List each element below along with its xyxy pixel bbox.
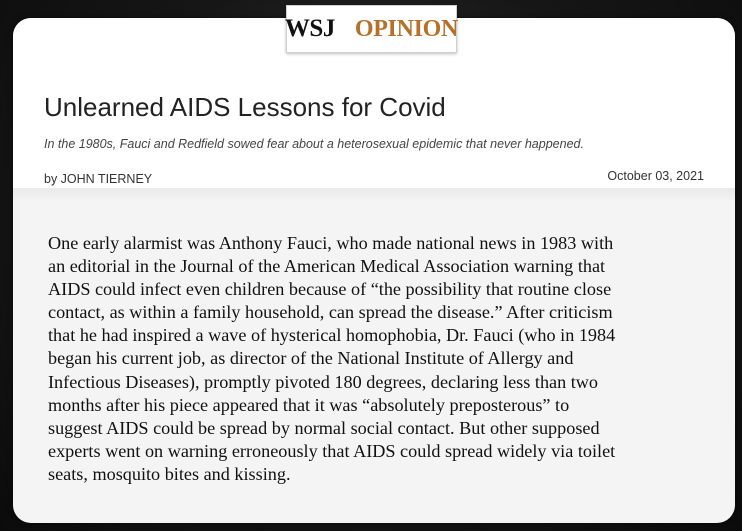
body-line: an editorial in the Journal of the American Medical Association warning that	[48, 256, 606, 277]
article-card	[13, 15, 735, 523]
body-line: that he had inspired a wave of hysterical homophobia, Dr. Fauci (who in 1984	[48, 325, 616, 346]
body-line: months after his piece appeared that it was “absolutely preposterous” to	[48, 394, 570, 415]
body-line: Infectious Diseases), promptly pivoted 180 degrees, declaring less than two	[48, 371, 599, 392]
header-divider	[13, 188, 735, 202]
logo-wsj-text: WSJ	[284, 15, 335, 42]
body-line: AIDS could infect even children because of “the possibility that routine close	[48, 279, 612, 300]
body-line: began his current job, as director of the National Institute of Allergy and	[48, 348, 574, 369]
body-line: contact, as within a family household, can spread the disease.” After criticism	[48, 302, 613, 323]
article-headline: Unlearned AIDS Lessons for Covid	[44, 92, 446, 122]
wsj-opinion-logo	[286, 5, 457, 53]
body-line: experts went on warning erroneously that AIDS could spread widely via toilet	[48, 440, 616, 461]
article-subheadline: In the 1980s, Fauci and Redfield sowed fear about a heterosexual epidemic that never happened.	[44, 137, 584, 151]
article-byline: by JOHN TIERNEY	[44, 172, 153, 186]
logo-opinion-text: OPINION	[354, 15, 459, 42]
body-line: suggest AIDS could be spread by normal social contact. But other supposed	[48, 417, 600, 438]
article-body	[48, 232, 728, 486]
article-date: October 03, 2021	[607, 169, 704, 183]
body-line: seats, mosquito bites and kissing.	[48, 463, 291, 484]
body-line: One early alarmist was Anthony Fauci, who made national news in 1983 with	[48, 233, 614, 253]
